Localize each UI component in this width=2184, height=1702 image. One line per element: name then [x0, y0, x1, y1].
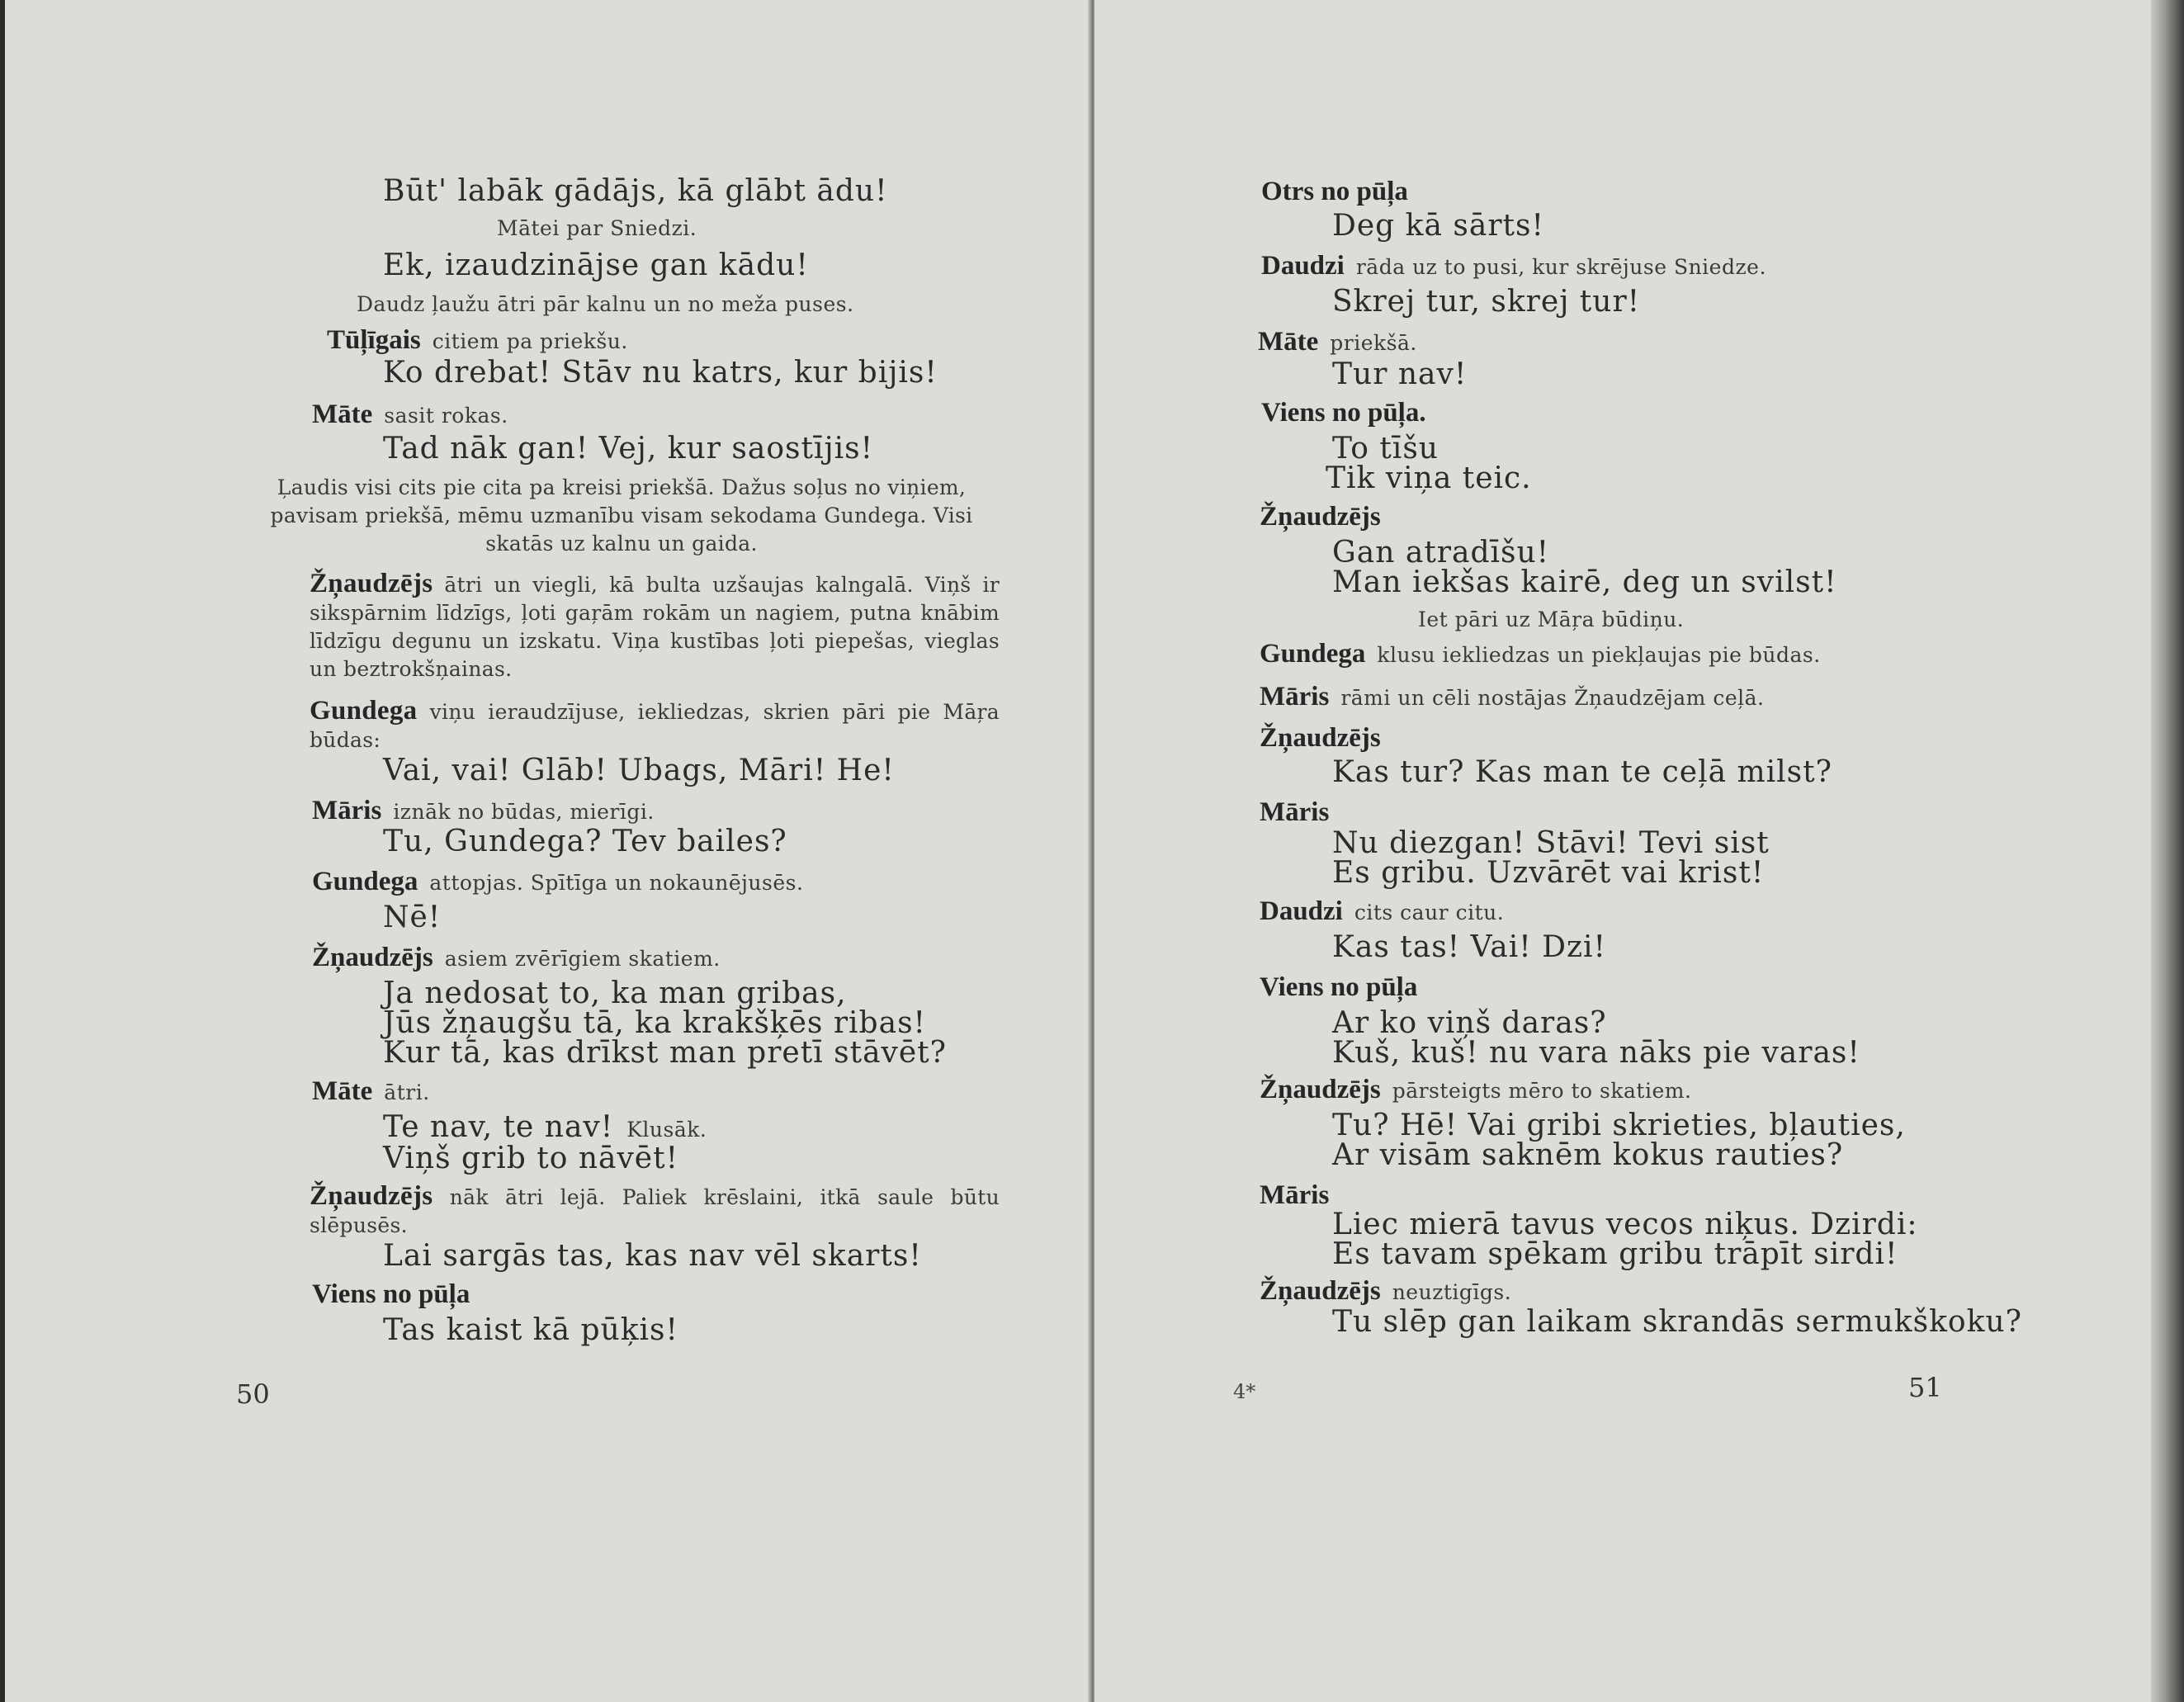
- speaker-line: [1260, 1278, 1511, 1305]
- verse-line: Ar visām saknēm kokus rauties?: [1332, 1138, 1844, 1172]
- speaker-name: Māte: [312, 399, 373, 429]
- speaker-name: Gundega: [1260, 639, 1366, 669]
- stage-note: ātri.: [384, 1080, 430, 1104]
- speaker-name: Māte: [1258, 327, 1319, 357]
- verse-line: Ek, izaudzinājse gan kādu!: [383, 248, 809, 282]
- verse-line: Viņš grib to nāvēt!: [383, 1142, 679, 1175]
- stage-note: iznāk no būdas, mierīgi.: [393, 800, 655, 824]
- stage-note: rāmi un cēli nostājas Žņaudzējam ceļā.: [1340, 686, 1765, 710]
- speaker-name: Gundega: [310, 696, 418, 726]
- verse-line: Jūs žņaugšu tā, ka krakšķēs ribas!: [383, 1006, 927, 1040]
- speaker-name: Māris: [1260, 1180, 1330, 1210]
- speaker-name: Žņaudzējs: [1260, 502, 1381, 532]
- stage-note: cits caur citu.: [1354, 901, 1505, 924]
- speaker-name: Gundega: [312, 867, 418, 896]
- stage-direction: Iet pāri uz Māŗa būdiņu.: [1418, 608, 1685, 631]
- page-number: 50: [236, 1378, 270, 1410]
- page-number: 51: [1908, 1372, 1942, 1403]
- speaker-line: [1260, 974, 1417, 1001]
- speaker-line: [312, 944, 721, 972]
- stage-note: pārsteigts mēro to skatiem.: [1392, 1079, 1692, 1103]
- verse-line: Es tavam spēkam gribu trāpīt sirdi!: [1332, 1237, 1898, 1271]
- stage-text: nāk ātri lejā. Paliek krēslaini, itkā saule būtu slēpusēs.: [310, 1185, 1000, 1237]
- verse-line: Kas tur? Kas man te ceļā milst?: [1332, 755, 1832, 789]
- stage-note: citiem pa priekšu.: [432, 329, 628, 353]
- verse-line: Vai, vai! Glāb! Ubags, Māri! He!: [383, 754, 895, 787]
- speaker-name: Daudzi: [1260, 896, 1343, 926]
- stage-note: attopjas. Spītīga un nokaunējusēs.: [429, 871, 804, 895]
- stage-text: ātri un viegli, kā bulta uzšaujas kalngalā. Viņš ir sikspārnim līdzīgs, ļoti gaŗām rokām un nagiem, putna knābim līdzīgu degunu un izskatu. Viņa kustības ļoti piepešas, vieglas un beztrokšņainas.: [310, 573, 1000, 681]
- speaker-name: Viens no pūļa: [1260, 972, 1418, 1002]
- verse-line: Man iekšas kairē, deg un svilst!: [1332, 565, 1837, 599]
- verse-line: Ar ko viņš daras?: [1332, 1006, 1607, 1040]
- speaker-paragraph: [310, 697, 1000, 754]
- verse-line: Ja nedosat to, ka man gribas,: [383, 976, 847, 1010]
- verse-line: Liec mierā tavus vecos niķus. Dzirdi:: [1332, 1208, 1918, 1241]
- verse-line: Kuš, kuš! nu vara nāks pie varas!: [1332, 1036, 1860, 1070]
- speaker-name: Žņaudzējs: [1260, 1276, 1381, 1306]
- verse-line: Būt' labāk gādājs, kā glābt ādu!: [383, 174, 888, 208]
- verse-line: Gan atradīšu!: [1332, 536, 1550, 570]
- speaker-name: Žņaudzējs: [312, 943, 433, 972]
- speaker-line: [1260, 504, 1381, 531]
- speaker-line: [1260, 898, 1504, 925]
- speaker-line: [1261, 399, 1426, 427]
- verse-line: Tad nāk gan! Vej, kur saostījis!: [383, 432, 874, 466]
- page-edge: [2151, 0, 2184, 1702]
- speaker-name: Māte: [312, 1076, 373, 1106]
- stage-note: priekšā.: [1330, 331, 1417, 355]
- speaker-name: Žņaudzējs: [310, 1181, 433, 1211]
- verse-line: Tik viņa teic.: [1326, 461, 1532, 495]
- verse-line: Tur nav!: [1332, 357, 1468, 391]
- speaker-line: [312, 1281, 470, 1308]
- verse-line: Tu slēp gan laikam skrandās sermukškoku?: [1332, 1305, 2022, 1339]
- speaker-paragraph: [310, 1182, 1000, 1240]
- stage-paragraph: Ļaudis visi cits pie cita pa kreisi priekšā. Dažus soļus no viņiem, pavisam priekšā, mēmu uzmanību visam sekodama Gundega. Visi skatās uz kalnu un gaida.: [270, 475, 973, 556]
- speaker-line: [1260, 1076, 1691, 1104]
- signature-mark: 4*: [1233, 1380, 1256, 1403]
- verse-line: Deg kā sārts!: [1332, 209, 1544, 243]
- speaker-line: [1260, 799, 1329, 826]
- speaker-name: Viens no pūļa: [312, 1279, 470, 1309]
- verse-line: Nē!: [383, 901, 442, 934]
- speaker-name: Māris: [1260, 797, 1330, 827]
- speaker-line: [1260, 1182, 1329, 1209]
- speaker-name: Tūļīgais: [327, 325, 421, 355]
- speaker-name: Žņaudzējs: [1260, 1075, 1381, 1104]
- verse-line: To tīšu: [1332, 432, 1439, 466]
- verse-line: Kur tā, kas drīkst man pretī stāvēt?: [383, 1036, 947, 1070]
- speaker-line: [312, 797, 655, 825]
- stage-note: sasit rokas.: [384, 404, 508, 428]
- speaker-name: Māris: [1260, 682, 1330, 712]
- speaker-name: Žņaudzējs: [310, 569, 433, 598]
- speaker-name: Daudzi: [1261, 251, 1345, 281]
- speaker-name: Otrs no pūļa: [1261, 177, 1408, 206]
- speaker-line: [1260, 725, 1381, 752]
- speaker-paragraph: [310, 570, 1000, 683]
- speaker-line: [1258, 329, 1417, 356]
- stage-text: viņu ieraudzījuse, iekliedzas, skrien pāri pie Māŗa būdas:: [310, 700, 1000, 752]
- verse-line: Kas tas! Vai! Dzi!: [1332, 930, 1606, 964]
- speaker-line: [312, 401, 508, 428]
- stage-note: asiem zvērīgiem skatiem.: [444, 947, 721, 971]
- stage-direction: Mātei par Sniedzi.: [497, 216, 697, 240]
- stage-direction: Daudz ļaužu ātri pār kalnu un no meža puses.: [357, 292, 854, 316]
- speaker-line: [1261, 253, 1766, 280]
- speaker-name: Žņaudzējs: [1260, 723, 1381, 753]
- stage-note: rāda uz to pusi, kur skrējuse Sniedze.: [1355, 255, 1766, 279]
- speaker-line: [1260, 683, 1764, 711]
- verse-line: [383, 1110, 707, 1144]
- stage-note: neuztigīgs.: [1392, 1280, 1512, 1304]
- speaker-line: [1260, 641, 1821, 668]
- speaker-line: [327, 327, 628, 354]
- speaker-name: Māris: [312, 796, 382, 825]
- verse-line: Tu, Gundega? Tev bailes?: [383, 825, 787, 858]
- verse-line: Tas kaist kā pūķis!: [383, 1313, 678, 1347]
- speaker-line: [312, 1078, 430, 1105]
- speaker-line: [1261, 178, 1408, 206]
- verse-line: Ko drebat! Stāv nu katrs, kur bijis!: [383, 356, 938, 390]
- stage-note: klusu iekliedzas un piekļaujas pie būdas.: [1377, 643, 1821, 667]
- speaker-name: Viens no pūļa.: [1261, 398, 1426, 428]
- stage-note: Klusāk.: [626, 1118, 707, 1142]
- verse-line: Nu diezgan! Stāvi! Tevi sist: [1332, 826, 1770, 860]
- verse-line: Lai sargās tas, kas nav vēl skarts!: [383, 1239, 922, 1273]
- speaker-line: [312, 868, 803, 896]
- verse-line: Es gribu. Uzvārēt vai krist!: [1332, 856, 1765, 890]
- verse-line: Tu? Hē! Vai gribi skrieties, bļauties,: [1332, 1109, 1906, 1142]
- verse-text: Te nav, te nav!: [383, 1110, 614, 1144]
- verse-line: Skrej tur, skrej tur!: [1332, 285, 1641, 319]
